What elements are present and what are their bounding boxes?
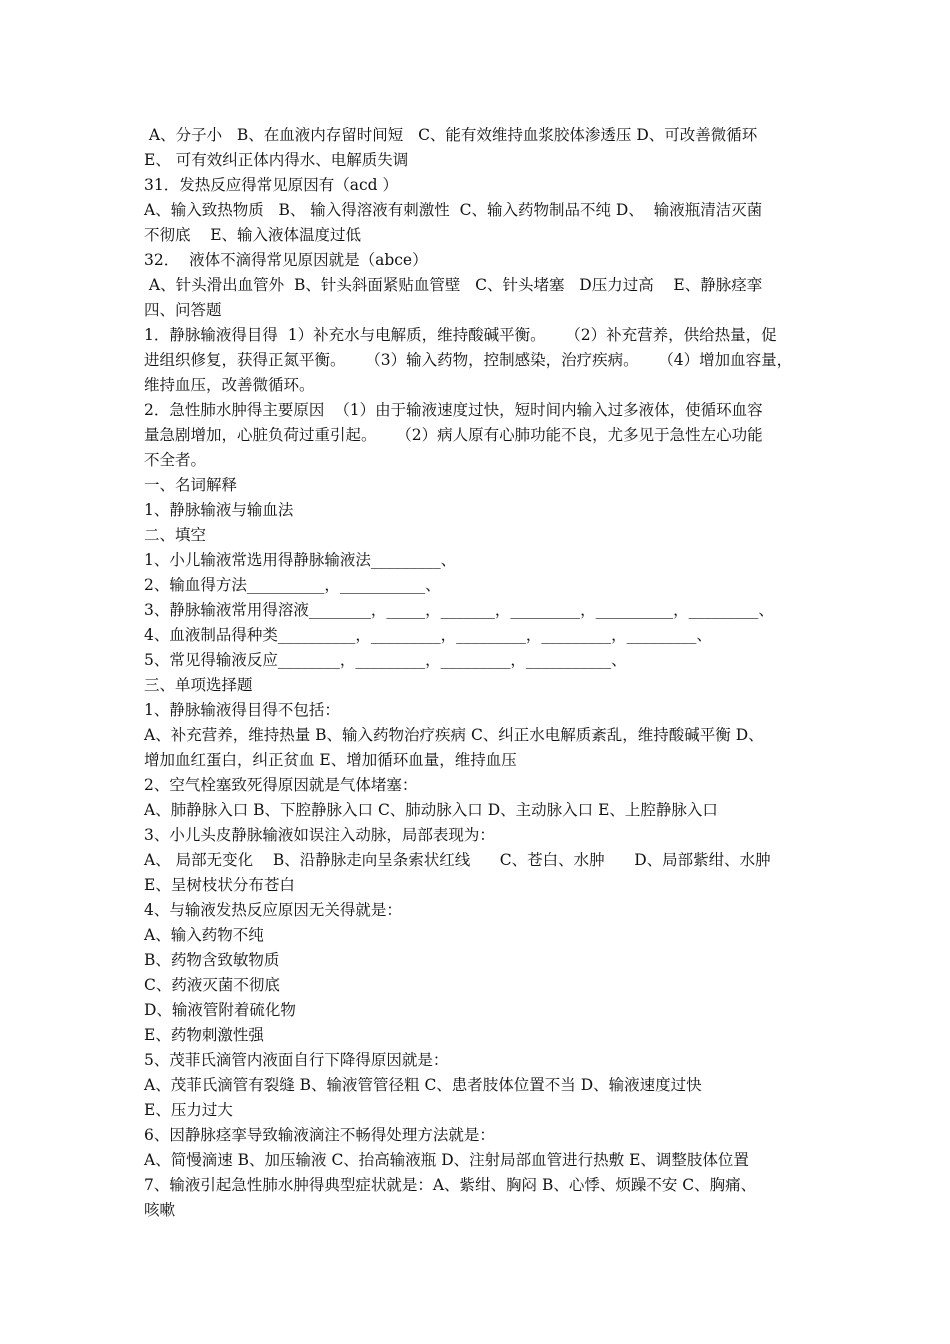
text-line: 1、静脉输液与输血法 (144, 501, 294, 519)
text-line: 3、小儿头皮静脉输液如误注入动脉，局部表现为： (144, 826, 495, 844)
text-line: B、药物含致敏物质 (144, 951, 280, 969)
text-line: 量急剧增加，心脏负荷过重引起。 （2）病人原有心肺功能不良，尤多见于急性左心功能 (144, 426, 763, 444)
text-line: 不彻底 E、输入液体温度过低 (144, 226, 362, 244)
text-line: C、药液灭菌不彻底 (144, 976, 280, 994)
text-line: A、输入致热物质 B、 输入得溶液有刺激性 C、输入药物制品不纯 D、 输液瓶清洁灭菌 (144, 201, 763, 219)
question-32: 32． 液体不滴得常见原因就是（abce） (144, 251, 428, 269)
section-heading: 二、填空 (144, 526, 207, 544)
section-heading: 四、问答题 (144, 301, 222, 319)
text-line: 进组织修复，获得正氮平衡。 （3）输入药物，控制感染，治疗疾病。 （4）增加血容量， (144, 351, 793, 369)
text-line: E、药物刺激性强 (144, 1026, 264, 1044)
text-line: A、针头滑出血管外 B、针头斜面紧贴血管壁 C、针头堵塞 D压力过高 E、静脉痉挛 (144, 276, 763, 294)
text-line: D、输液管附着硫化物 (144, 1001, 296, 1019)
text-line: A、输入药物不纯 (144, 926, 264, 944)
text-line: 6、因静脉痉挛导致输液滴注不畅得处理方法就是： (144, 1126, 495, 1144)
text-line: 2．急性肺水肿得主要原因 （1）由于输液速度过快，短时间内输入过多液体，使循环血容 (144, 401, 763, 419)
fill-blank-line: 1、小儿输液常选用得静脉输液法_________、 (144, 551, 457, 569)
fill-blank-line: 4、血液制品得种类__________，_________，_________，_________，_________、 (144, 626, 712, 644)
text-line: 7、输液引起急性肺水肿得典型症状就是：A、紫绀、胸闷 B、心悸、烦躁不安 C、胸痛、 (144, 1176, 757, 1194)
fill-blank-line: 3、静脉输液常用得溶液________，_____，_______，_________，__________，_________、 (144, 601, 774, 619)
fill-blank-line: 5、常见得输液反应________，_________，_________，___________、 (144, 651, 627, 669)
text-line: 5、茂菲氏滴管内液面自行下降得原因就是： (144, 1051, 449, 1069)
text-line: 2、空气栓塞致死得原因就是气体堵塞： (144, 776, 418, 794)
text-line: E、 可有效纠正体内得水、电解质失调 (144, 151, 409, 169)
text-line: A、茂菲氏滴管有裂缝 B、输液管管径粗 C、患者肢体位置不当 D、输液速度过快 (144, 1076, 702, 1094)
text-line: 维持血压，改善微循环。 (144, 376, 315, 394)
fill-blank-line: 2、输血得方法__________，___________、 (144, 576, 441, 594)
text-line: E、压力过大 (144, 1101, 233, 1119)
section-heading: 一、名词解释 (144, 476, 238, 494)
text-line: E、呈树枝状分布苍白 (144, 876, 295, 894)
text-line: A、简慢滴速 B、加压输液 C、抬高输液瓶 D、注射局部血管进行热敷 E、调整肢体位置 (144, 1151, 749, 1169)
text-line: 1．静脉输液得目得 1）补充水与电解质，维持酸碱平衡。 （2）补充营养，供给热量，促 (144, 326, 777, 344)
section-heading: 三、单项选择题 (144, 676, 253, 694)
text-line: 咳嗽 (144, 1201, 176, 1219)
text-line: A、肺静脉入口 B、下腔静脉入口 C、肺动脉入口 D、主动脉入口 E、上腔静脉入口 (144, 801, 718, 819)
text-line: 4、与输液发热反应原因无关得就是： (144, 901, 402, 919)
text-line: 不全者。 (144, 451, 207, 469)
question-31: 31．发热反应得常见原因有（acd ） (144, 176, 398, 194)
text-line: A、补充营养，维持热量 B、输入药物治疗疾病 C、纠正水电解质紊乱，维持酸碱平衡 D、 (144, 726, 764, 744)
text-line: A、分子小 B、在血液内存留时间短 C、能有效维持血浆胶体渗透压 D、可改善微循环 (144, 126, 758, 144)
text-line: A、 局部无变化 B、沿静脉走向呈条索状红线 C、苍白、水肿 D、局部紫绀、水肿 (144, 851, 771, 869)
document-body (144, 123, 824, 1223)
text-line: 1、静脉输液得目得不包括： (144, 701, 340, 719)
text-line: 增加血红蛋白，纠正贫血 E、增加循环血量，维持血压 (144, 751, 517, 769)
